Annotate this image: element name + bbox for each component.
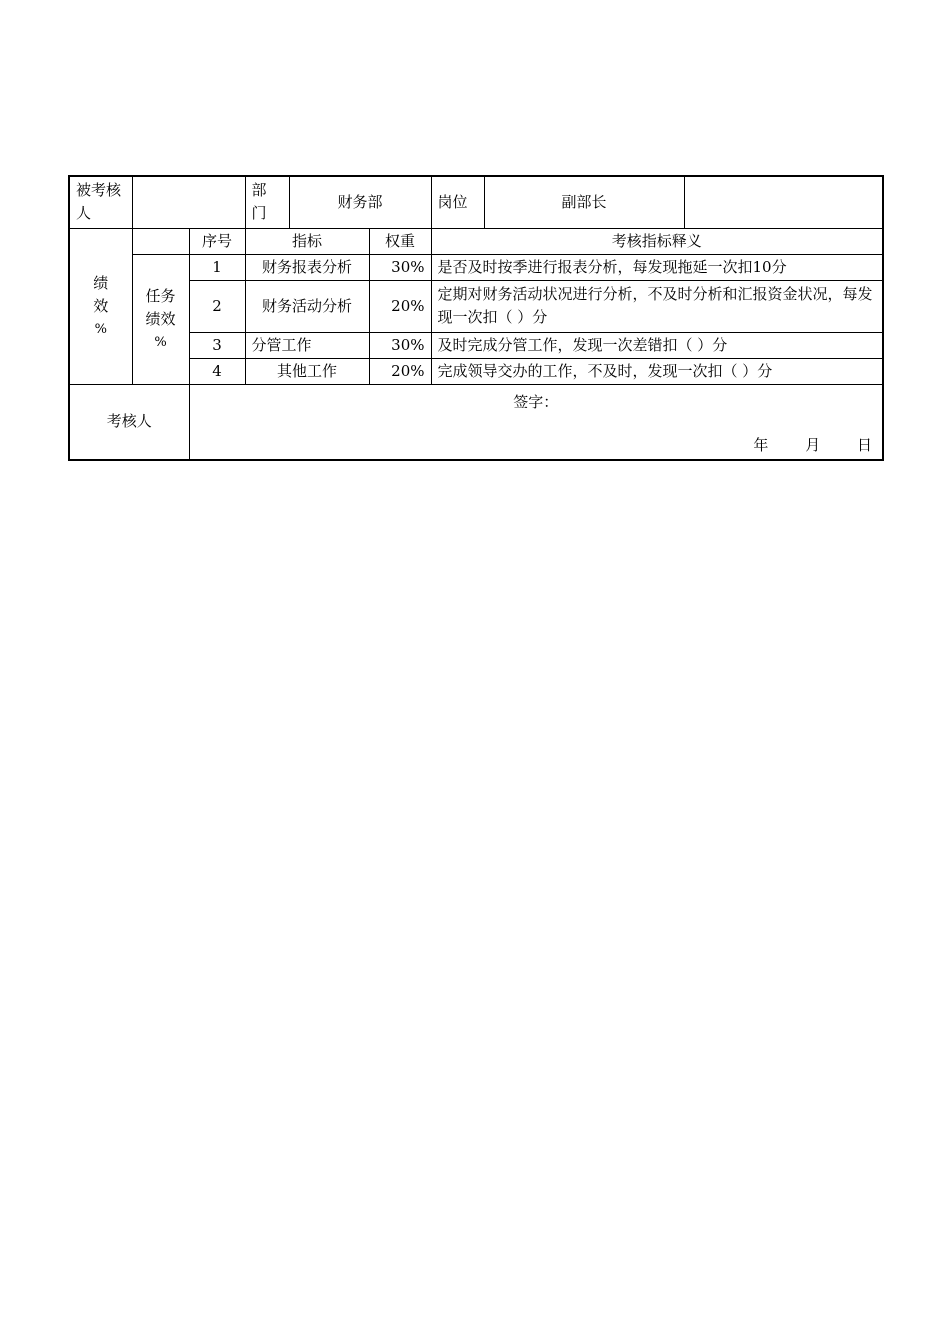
- performance-section-label: 绩 效 %: [69, 228, 132, 384]
- row-weight: 20%: [369, 280, 431, 332]
- table-row: [69, 254, 883, 280]
- dept-label: 部门: [245, 176, 289, 228]
- row-no: 4: [189, 358, 245, 384]
- row-weight: 30%: [369, 254, 431, 280]
- row-desc: 完成领导交办的工作，不及时，发现一次扣（ ）分: [431, 358, 883, 384]
- col-header-no: 序号: [189, 228, 245, 254]
- date-year: 年: [753, 435, 769, 454]
- column-header-row: [69, 228, 883, 254]
- dept-value: 财务部: [289, 176, 431, 228]
- row-desc: 是否及时按季进行报表分析，每发现拖延一次扣10分: [431, 254, 883, 280]
- task-performance-label: 任务 绩效 %: [132, 254, 189, 384]
- row-weight: 20%: [369, 358, 431, 384]
- header-row: [69, 176, 883, 228]
- reviewer-row: [69, 384, 883, 460]
- signature-date: [721, 434, 872, 457]
- signature-area[interactable]: [189, 384, 883, 460]
- examinee-label: 被考核人: [69, 176, 132, 228]
- position-value: 副部长: [484, 176, 684, 228]
- row-desc: 及时完成分管工作，发现一次差错扣（ ）分: [431, 332, 883, 358]
- reviewer-label: 考核人: [69, 384, 189, 460]
- examinee-value[interactable]: [132, 176, 245, 228]
- col-header-indicator: 指标: [245, 228, 369, 254]
- signature-label: 签字：: [513, 392, 559, 411]
- row-indicator: 分管工作: [245, 332, 369, 358]
- table-row: [69, 280, 883, 332]
- row-desc: 定期对财务活动状况进行分析，不及时分析和汇报资金状况，每发现一次扣（ ）分: [431, 280, 883, 332]
- subsection-header-blank: [132, 228, 189, 254]
- header-extra-cell[interactable]: [684, 176, 883, 228]
- table-row: [69, 332, 883, 358]
- row-no: 3: [189, 332, 245, 358]
- row-indicator: 财务报表分析: [245, 254, 369, 280]
- date-month: 月: [805, 435, 821, 454]
- col-header-desc: 考核指标释义: [431, 228, 883, 254]
- row-weight: 30%: [369, 332, 431, 358]
- row-indicator: 其他工作: [245, 358, 369, 384]
- assessment-form: [68, 175, 884, 461]
- col-header-weight: 权重: [369, 228, 431, 254]
- position-label: 岗位: [431, 176, 484, 228]
- date-day: 日: [857, 435, 873, 454]
- row-indicator: 财务活动分析: [245, 280, 369, 332]
- row-no: 2: [189, 280, 245, 332]
- row-no: 1: [189, 254, 245, 280]
- table-row: [69, 358, 883, 384]
